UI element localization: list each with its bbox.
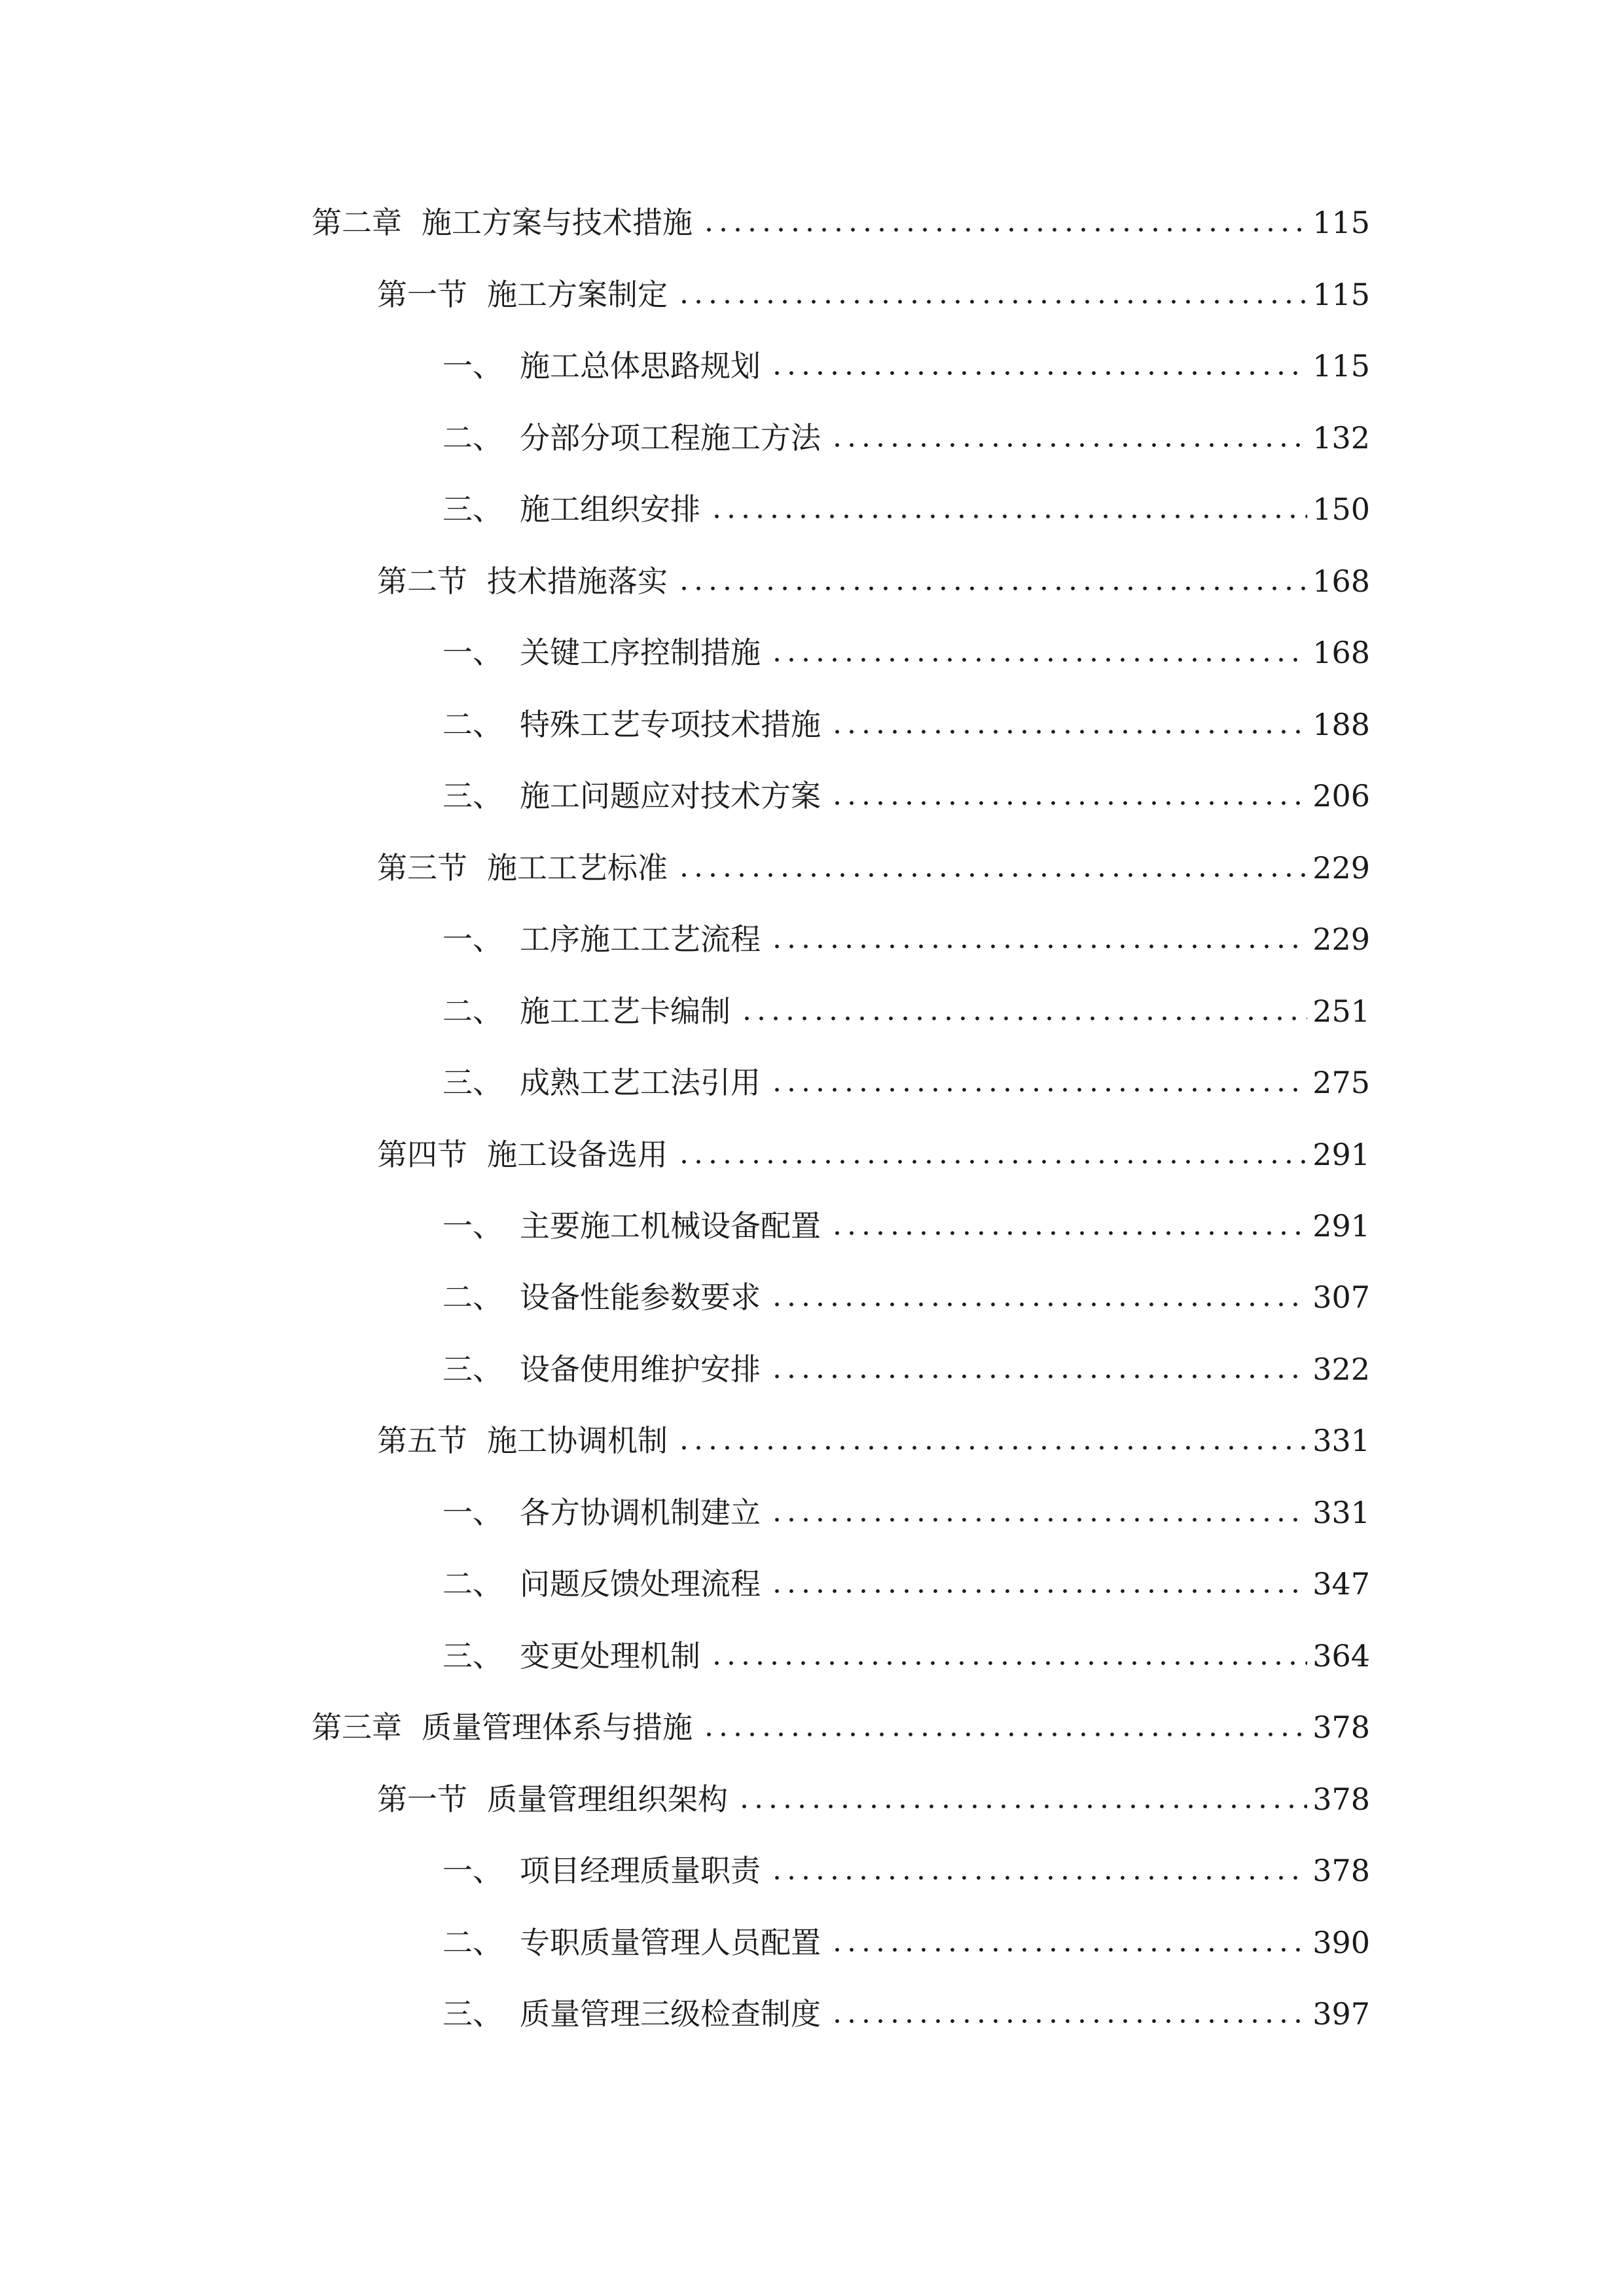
toc-entry-title: 问题反馈处理流程 <box>520 1566 761 1602</box>
toc-entry-page: 378 <box>1312 1782 1370 1817</box>
toc-dot-leader <box>677 585 1307 592</box>
toc-entry-title: 项目经理质量职责 <box>520 1853 761 1888</box>
toc-entry-page: 275 <box>1312 1065 1370 1100</box>
toc-dot-leader <box>677 298 1307 305</box>
toc-entry-title: 施工组织安排 <box>520 492 700 527</box>
toc-entry-page: 331 <box>1312 1495 1370 1530</box>
toc-entry-page: 115 <box>1312 348 1370 384</box>
toc-entry-title: 成熟工艺工法引用 <box>520 1065 761 1100</box>
toc-entry-page: 168 <box>1312 564 1370 599</box>
toc-entry-subsection[interactable] <box>442 1265 1370 1317</box>
toc-entry-number: 一、 <box>442 635 503 670</box>
toc-entry-page: 132 <box>1312 420 1370 456</box>
toc-dot-leader <box>770 1086 1307 1093</box>
toc-entry-title: 施工问题应对技术方案 <box>520 778 821 814</box>
toc-entry-page: 115 <box>1312 205 1370 240</box>
toc-dot-leader <box>677 1444 1307 1451</box>
toc-dot-leader <box>830 2018 1307 2024</box>
toc-entry-page: 307 <box>1312 1280 1370 1315</box>
toc-entry-number: 第二节 <box>377 564 467 599</box>
toc-dot-leader <box>770 1588 1307 1594</box>
toc-entry-number: 一、 <box>442 922 503 957</box>
toc-entry-chapter[interactable] <box>312 1695 1370 1747</box>
toc-dot-leader <box>770 1301 1307 1308</box>
toc-dot-leader <box>677 1158 1307 1165</box>
toc-entry-title: 施工总体思路规划 <box>520 348 761 384</box>
toc-entry-title: 质量管理体系与措施 <box>422 1710 693 1745</box>
toc-entry-title: 施工方案制定 <box>487 277 668 312</box>
toc-dot-leader <box>770 1373 1307 1380</box>
toc-dot-leader <box>830 800 1307 806</box>
toc-entry-page: 229 <box>1312 850 1370 886</box>
toc-entry-page: 347 <box>1312 1566 1370 1602</box>
toc-entry-page: 331 <box>1312 1423 1370 1458</box>
toc-entry-title: 施工协调机制 <box>487 1423 668 1458</box>
toc-entry-page: 390 <box>1312 1925 1370 1960</box>
toc-dot-leader <box>770 370 1307 376</box>
toc-entry-number: 二、 <box>442 994 503 1029</box>
toc-entry-subsection[interactable] <box>442 1910 1370 1962</box>
toc-entry-title: 施工工艺卡编制 <box>520 994 731 1029</box>
toc-entry-number: 第三节 <box>377 850 467 886</box>
toc-entry-number: 二、 <box>442 707 503 742</box>
toc-entry-title: 专职质量管理人员配置 <box>520 1925 821 1960</box>
toc-entry-subsection[interactable] <box>442 763 1370 816</box>
toc-dot-leader <box>737 1803 1307 1810</box>
toc-entry-page: 322 <box>1312 1352 1370 1387</box>
toc-dot-leader <box>710 1660 1307 1666</box>
toc-dot-leader <box>770 1874 1307 1881</box>
toc-entry-page: 150 <box>1312 492 1370 527</box>
toc-entry-subsection[interactable] <box>442 1981 1370 2034</box>
toc-entry-subsection[interactable] <box>442 1050 1370 1102</box>
toc-entry-title: 设备性能参数要求 <box>520 1280 761 1315</box>
toc-entry-number: 一、 <box>442 1208 503 1244</box>
toc-entry-subsection[interactable] <box>442 1336 1370 1389</box>
toc-entry-page: 291 <box>1312 1137 1370 1172</box>
toc-dot-leader <box>710 513 1307 520</box>
toc-entry-title: 特殊工艺专项技术措施 <box>520 707 821 742</box>
toc-entry-title: 关键工序控制措施 <box>520 635 761 670</box>
toc-entry-number: 二、 <box>442 1925 503 1960</box>
toc-entry-subsection[interactable] <box>442 906 1370 959</box>
toc-entry-number: 三、 <box>442 1996 503 2032</box>
toc-dot-leader <box>830 442 1307 448</box>
toc-entry-subsection[interactable] <box>442 978 1370 1031</box>
toc-entry-title: 变更处理机制 <box>520 1638 700 1674</box>
toc-dot-leader <box>830 1230 1307 1236</box>
toc-dot-leader <box>770 656 1307 663</box>
toc-entry-title: 各方协调机制建立 <box>520 1495 761 1530</box>
toc-entry-page: 188 <box>1312 707 1370 742</box>
toc-dot-leader <box>830 1946 1307 1953</box>
toc-dot-leader <box>702 1731 1307 1738</box>
toc-entry-number: 第一节 <box>377 1782 467 1817</box>
toc-entry-page: 378 <box>1312 1710 1370 1745</box>
toc-entry-subsection[interactable] <box>442 476 1370 529</box>
toc-entry-page: 229 <box>1312 922 1370 957</box>
toc-dot-leader <box>740 1015 1307 1022</box>
toc-entry-page: 397 <box>1312 1996 1370 2032</box>
toc-entry-number: 二、 <box>442 420 503 456</box>
toc-entry-section[interactable] <box>377 1122 1370 1174</box>
toc-entry-number: 三、 <box>442 1065 503 1100</box>
toc-entry-number: 一、 <box>442 1853 503 1888</box>
toc-entry-title: 分部分项工程施工方法 <box>520 420 821 456</box>
toc-entry-page: 168 <box>1312 635 1370 670</box>
toc-entry-subsection[interactable] <box>442 405 1370 457</box>
toc-entry-number: 二、 <box>442 1280 503 1315</box>
toc-entry-number: 三、 <box>442 492 503 527</box>
toc-entry-number: 三、 <box>442 1352 503 1387</box>
toc-entry-section[interactable] <box>377 548 1370 601</box>
toc-entry-page: 378 <box>1312 1853 1370 1888</box>
toc-entry-section[interactable] <box>377 1408 1370 1460</box>
toc-entry-title: 技术措施落实 <box>487 564 668 599</box>
toc-entry-title: 质量管理三级检查制度 <box>520 1996 821 2032</box>
toc-entry-number: 第三章 <box>312 1710 402 1745</box>
toc-entry-title: 工序施工工艺流程 <box>520 922 761 957</box>
toc-entry-number: 三、 <box>442 778 503 814</box>
toc-entry-subsection[interactable] <box>442 1480 1370 1532</box>
toc-entry-subsection[interactable] <box>442 1193 1370 1246</box>
toc-entry-chapter[interactable] <box>312 190 1370 242</box>
toc-entry-subsection[interactable] <box>442 620 1370 672</box>
toc-entry-subsection[interactable] <box>442 1551 1370 1604</box>
toc-entry-page: 251 <box>1312 994 1370 1029</box>
toc-entry-number: 第二章 <box>312 205 402 240</box>
toc-dot-leader <box>830 728 1307 735</box>
toc-entry-number: 第一节 <box>377 277 467 312</box>
toc-entry-number: 第五节 <box>377 1423 467 1458</box>
toc-entry-title: 质量管理组织架构 <box>487 1782 728 1817</box>
toc-entry-page: 291 <box>1312 1208 1370 1244</box>
toc-entry-subsection[interactable] <box>442 692 1370 744</box>
toc-entry-page: 364 <box>1312 1638 1370 1674</box>
toc-entry-subsection[interactable] <box>442 333 1370 386</box>
toc-entry-number: 一、 <box>442 348 503 384</box>
toc-dot-leader <box>677 872 1307 878</box>
toc-entry-number: 二、 <box>442 1566 503 1602</box>
toc-entry-number: 第四节 <box>377 1137 467 1172</box>
toc-entry-title: 施工工艺标准 <box>487 850 668 886</box>
toc-entry-page: 115 <box>1312 277 1370 312</box>
toc-entry-subsection[interactable] <box>442 1838 1370 1890</box>
toc-entry-section[interactable] <box>377 1767 1370 1819</box>
toc-entry-title: 主要施工机械设备配置 <box>520 1208 821 1244</box>
toc-entry-page: 206 <box>1312 778 1370 814</box>
toc-entry-number: 三、 <box>442 1638 503 1674</box>
toc-dot-leader <box>770 943 1307 950</box>
toc-entry-subsection[interactable] <box>442 1623 1370 1676</box>
toc-dot-leader <box>702 226 1307 233</box>
toc-entry-title: 施工设备选用 <box>487 1137 668 1172</box>
toc-entry-title: 设备使用维护安排 <box>520 1352 761 1387</box>
toc-entry-number: 一、 <box>442 1495 503 1530</box>
toc-entry-title: 施工方案与技术措施 <box>422 205 693 240</box>
toc-entry-section[interactable] <box>377 262 1370 314</box>
toc-dot-leader <box>770 1516 1307 1523</box>
toc-entry-section[interactable] <box>377 835 1370 888</box>
